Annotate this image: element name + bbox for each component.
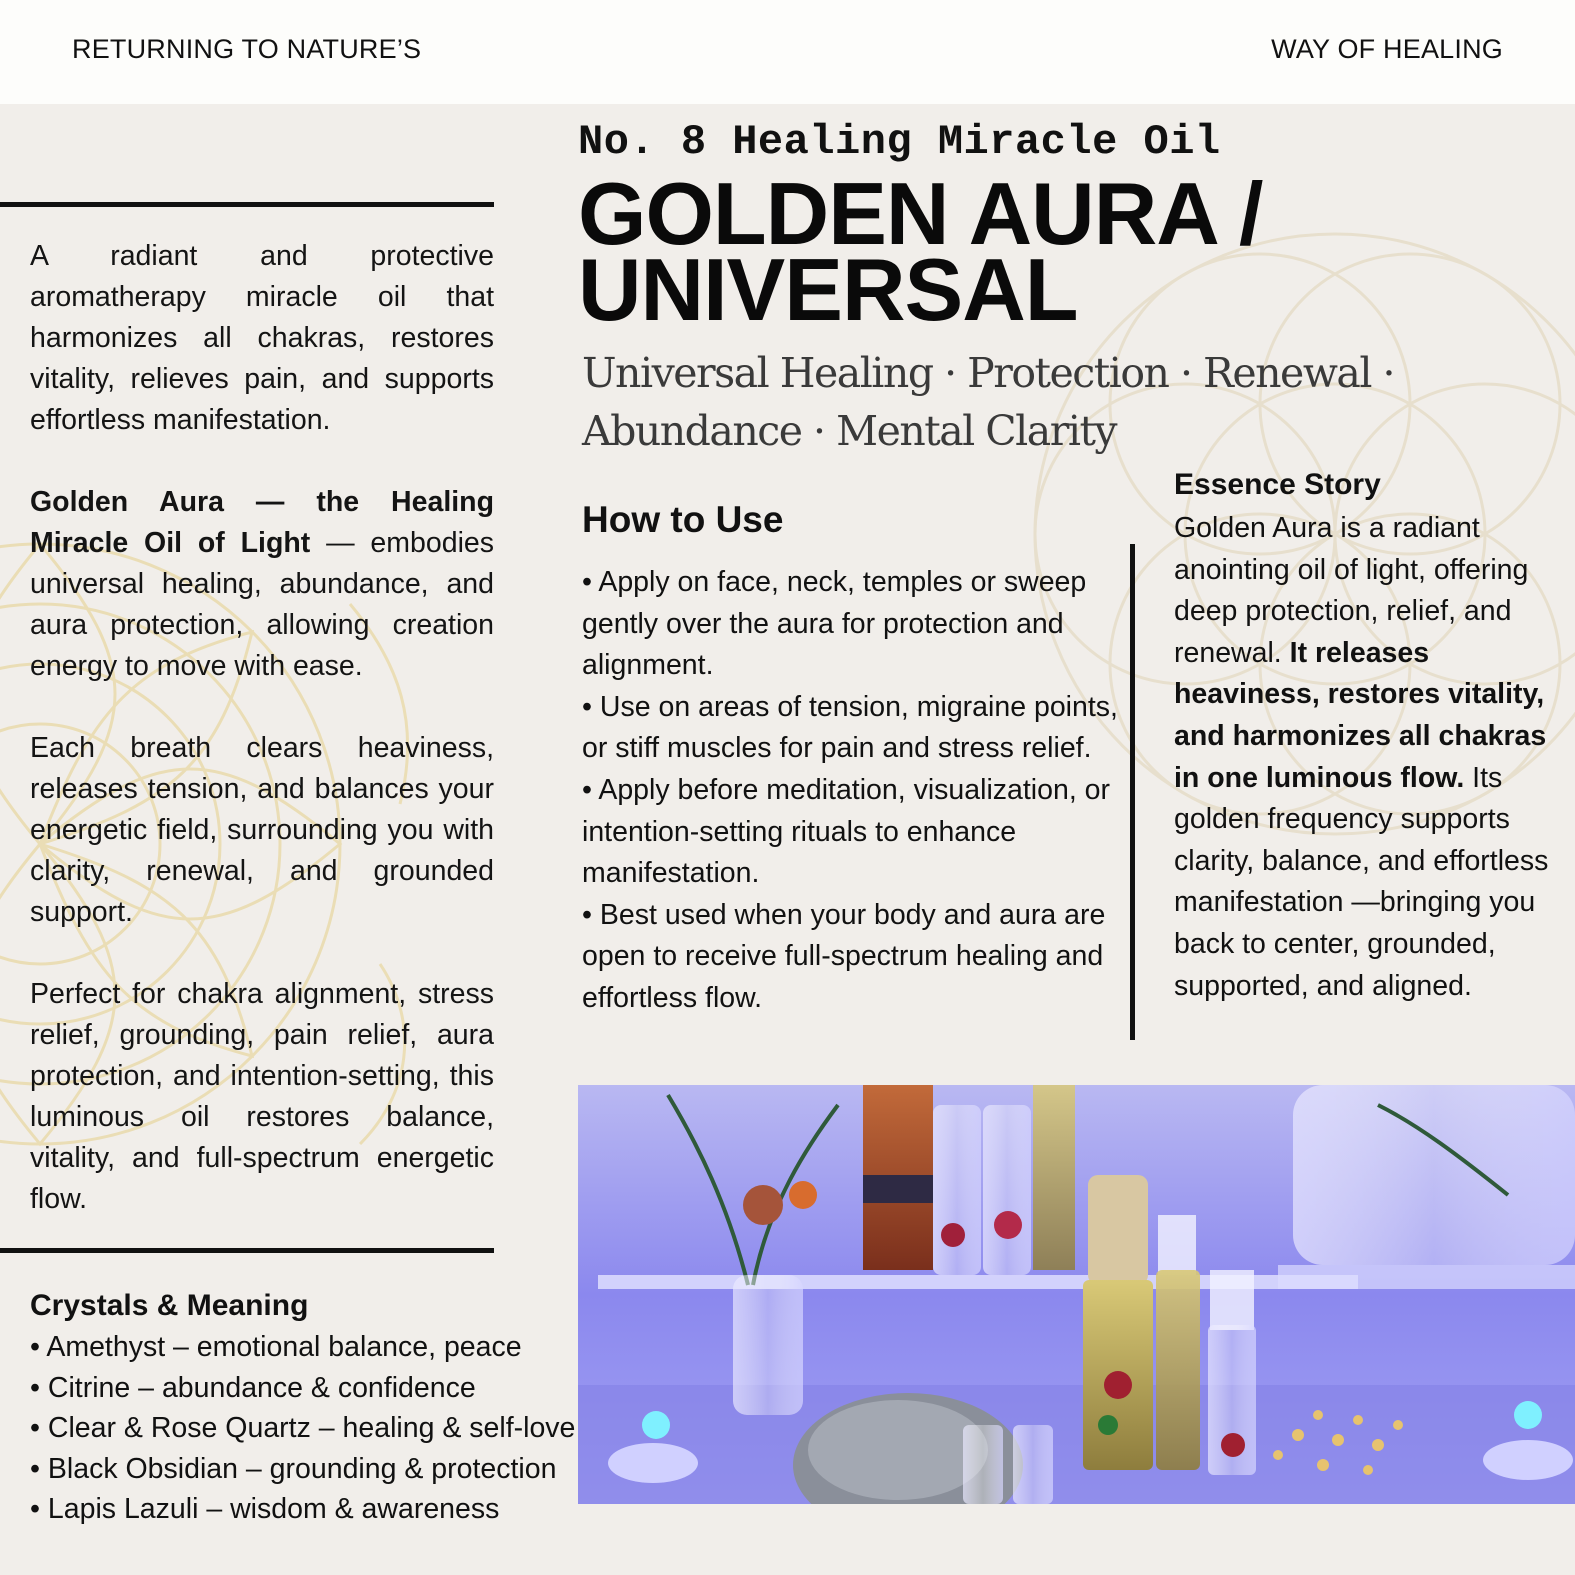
list-item: • Citrine – abundance & confidence [30, 1371, 476, 1404]
crystals-list [30, 1327, 590, 1530]
description-paragraph-2 [30, 482, 494, 687]
header-right-text: WAY OF HEALING [1271, 34, 1503, 64]
description-highlight: Golden Aura — the Healing Miracle Oil of Light [30, 486, 494, 559]
list-item: • Apply before meditation, visualization, or intention-setting rituals to enhance manifestation. [582, 773, 1111, 890]
description-paragraph-2-text: — embodies universal healing, abundance, and aura protection, allowing creation energy to move with ease. [30, 527, 495, 682]
title-line-2: UNIVERSAL [578, 240, 1078, 339]
list-item: • Amethyst – emotional balance, peace [30, 1331, 522, 1363]
essence-highlight: It releases heaviness, restores vitality, and harmonizes all chakras in one luminous flow. [1174, 636, 1547, 794]
how-to-use-list [582, 562, 1122, 1020]
essence-story-section [1174, 464, 1564, 1007]
page-title [578, 164, 1263, 339]
list-item: • Use on areas of tension, migraine points, or stiff muscles for pain and stress relief. [582, 690, 1118, 765]
how-to-use-heading: How to Use [582, 499, 784, 540]
title-line-1: GOLDEN AURA / [578, 164, 1263, 263]
essence-text-a: Golden Aura is a radiant anointing oil of light, offering deep protection, relief, and renewal. [1174, 512, 1529, 669]
list-item: • Black Obsidian – grounding & protection [30, 1452, 557, 1485]
list-item: • Lapis Lazuli – wisdom & awareness [30, 1493, 500, 1525]
top-divider [0, 202, 494, 207]
description-paragraph-1: A radiant and protective aromatherapy miracle oil that harmonizes all chakras, restores vitality, relieves pain, and supports effortless manifestation. [30, 240, 494, 436]
description-paragraph-4: Perfect for chakra alignment, stress relief, grounding, pain relief, aura protection, and intention-setting, this luminous oil restores balance, vitality, and full-spectrum energetic flow. [30, 978, 494, 1215]
benefits-tagline: Universal Healing · Protection · Renewal · Abundance · Mental Clarity [582, 349, 1395, 455]
vertical-divider [1130, 544, 1135, 1040]
essence-heading: Essence Story [1174, 468, 1381, 501]
header-bar [0, 0, 1575, 104]
essence-text [1174, 508, 1564, 1007]
crystals-section [30, 1285, 590, 1530]
header-left-text: RETURNING TO NATURE’S [72, 34, 422, 64]
crystals-heading: Crystals & Meaning [30, 1289, 309, 1322]
description-column [30, 236, 494, 1261]
list-item: • Apply on face, neck, temples or sweep gently over the aura for protection and alignment. [582, 566, 1087, 682]
list-item: • Best used when your body and aura are open to receive full-spectrum healing and effortless flow. [582, 898, 1106, 1014]
bottom-divider [0, 1248, 494, 1253]
essence-text-b: Its golden frequency supports clarity, balance, and effortless manifestation —bringing you back to center, grounded, supported, and aligned. [1174, 761, 1549, 1002]
product-photo [578, 1085, 1575, 1504]
description-paragraph-3: Each breath clears heaviness, releases tension, and balances your energetic field, surrounding you with clarity, renewal, and grounded support. [30, 732, 494, 928]
product-photo-illustration [578, 1085, 1575, 1504]
product-number: No. 8 Healing Miracle Oil [578, 118, 1221, 166]
how-to-use-section [582, 496, 1122, 1020]
list-item: • Clear & Rose Quartz – healing & self-love [30, 1412, 576, 1444]
